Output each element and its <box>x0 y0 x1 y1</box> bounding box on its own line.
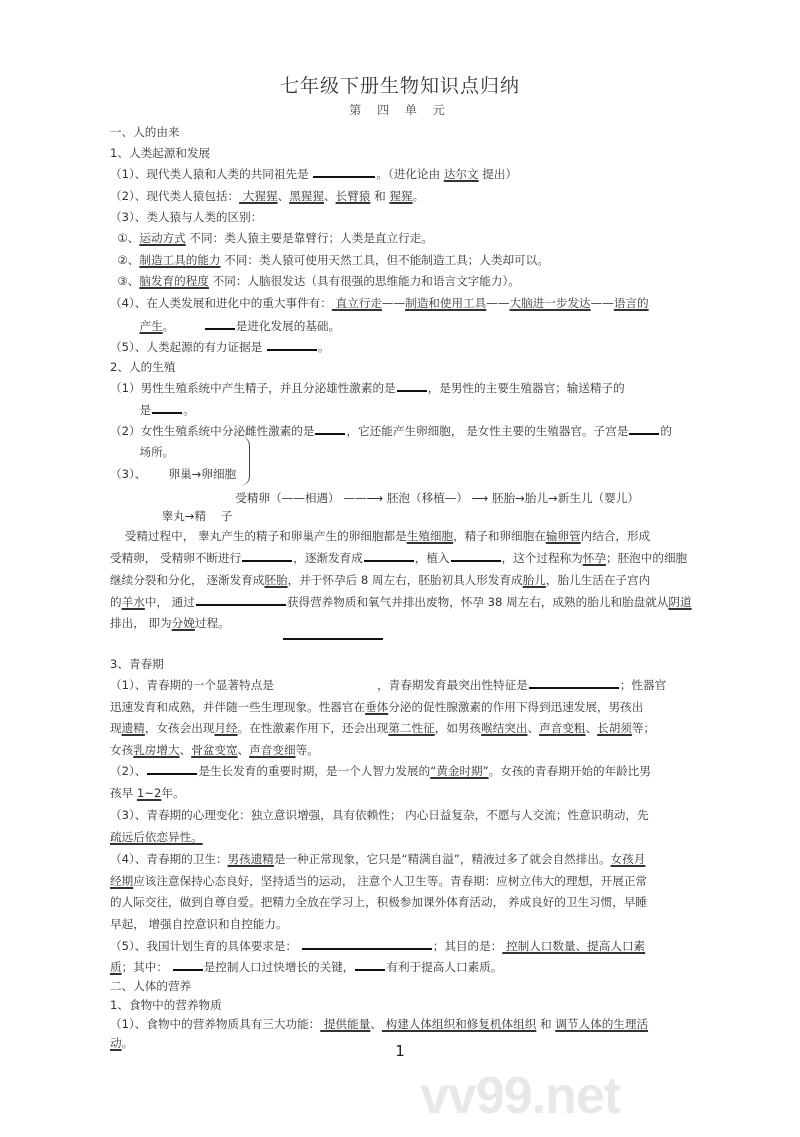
text: 有利于提高人口素质。 <box>386 960 503 974</box>
text-line <box>110 230 433 246</box>
underlined-answer: 运动方式 <box>139 231 186 245</box>
text-line <box>110 807 649 823</box>
text: 受精卵， 受精卵不断进行 <box>110 551 242 565</box>
text-line <box>110 615 230 631</box>
underlined-answer: 经期 <box>110 874 134 888</box>
text: ，它还能产生卵细胞， 是女性主要的生殖器官。子宫是 <box>346 424 629 438</box>
text: 3、青春期 <box>110 657 164 671</box>
text-line <box>110 656 164 672</box>
underlined-answer: 生殖细胞 <box>406 529 454 543</box>
text-line <box>110 997 222 1013</box>
text: 受精卵（——相遇） ——⟶ 胚泡（移植—） ⟶ 胚胎→胎儿→新生儿（婴儿） <box>110 491 639 505</box>
text-line <box>110 1016 648 1032</box>
text: 受精过程中， 睾丸产生的精子和卵巢产生的卵细胞都是 <box>110 529 407 543</box>
answer-blank <box>451 551 501 562</box>
text: （1）、食物中的营养物质具有三大功能： <box>110 1017 321 1031</box>
text: 、 <box>370 1017 382 1031</box>
text: 。（进化论由 <box>376 167 444 181</box>
text-line <box>110 894 647 910</box>
text: 1、人类起源和发展 <box>110 146 211 160</box>
text: 和 <box>370 189 390 203</box>
answer-blank <box>196 595 286 606</box>
text-line <box>110 466 236 482</box>
underlined-answer: 构建人体组织和修复机体组织 <box>381 1017 537 1031</box>
text: 场所。 <box>110 445 175 459</box>
text: 的 <box>110 595 122 609</box>
text-line <box>110 209 262 225</box>
underlined-answer: 大脑进一步发达 <box>509 296 591 310</box>
text: ，植入 <box>414 551 450 565</box>
text: 、 <box>585 721 598 735</box>
answer-blank <box>529 678 619 689</box>
text: 迅速发育和成熟，并伴随一些生理现象。性器官在 <box>110 700 366 714</box>
underlined-answer: 胚胎 <box>264 573 288 587</box>
text: 内结合，形成 <box>580 529 651 543</box>
text: 等； <box>631 721 656 735</box>
underlined-answer: 遗精 <box>121 721 145 735</box>
text: （3）、类人猿与人类的区别： <box>110 210 263 224</box>
underlined-answer: 垂体 <box>365 700 389 714</box>
text: （2）、 <box>110 764 147 778</box>
text: 、 <box>179 743 192 757</box>
text: （3）、青春期的心理变化：独立意识增强，具有依赖性； 内心日益复杂，不愿与人交流；性意识萌动，先 <box>110 808 649 822</box>
text-line <box>110 720 655 736</box>
text: 、 <box>527 721 540 735</box>
text: 是 <box>110 403 152 417</box>
underlined-answer: 制造工具的能力 <box>139 253 221 267</box>
underlined-answer: 输卵管 <box>545 529 581 543</box>
text-line <box>110 916 288 932</box>
text: 睾丸→精 子 <box>110 509 233 523</box>
text-line <box>110 359 175 375</box>
answer-blank <box>173 960 203 971</box>
text: ；胚泡中的细胞 <box>605 551 688 565</box>
text: —— <box>381 296 406 310</box>
text: （5）、我国计划生育的具体要求是： <box>110 939 301 953</box>
underlined-answer: 1~2 <box>136 786 162 800</box>
underlined-answer: 长胡须 <box>597 721 632 735</box>
text: 现 <box>110 721 122 735</box>
answer-blank <box>283 638 383 640</box>
text: 。 <box>162 319 204 333</box>
text: 继续分裂和分化， 逐渐发育成 <box>110 573 265 587</box>
brace-icon <box>235 436 250 486</box>
text: ，如男孩 <box>434 721 482 735</box>
text: 是控制人口过快增长的关键， <box>203 960 355 974</box>
answer-blank <box>315 424 345 435</box>
underlined-answer: 达尔文 <box>443 167 479 181</box>
text: 获得营养物质和氧气并排出废物，怀孕 38 周左右，成熟的胎儿和胎盘就从 <box>286 595 669 609</box>
text: ，逐渐发育成 <box>293 551 363 565</box>
text-line <box>110 124 180 140</box>
page-number: 1 <box>395 1042 405 1060</box>
text: —— <box>486 296 510 310</box>
text: 。在性激素作用下，还会出现 <box>237 721 389 735</box>
text-line <box>110 166 517 182</box>
text: 早起， 增强自控意识和自控能力。 <box>110 917 288 931</box>
underlined-answer: 动 <box>110 1036 122 1050</box>
text: 是一种正常现象，它只是“精满自溢”，精液过多了就会自然排出。 <box>273 852 611 866</box>
page-subtitle: 第 四 单 元 <box>349 103 451 117</box>
text: 不同：人脑很发达（具有很强的思维能力和语言文字能力）。 <box>208 274 520 288</box>
text: 应该注意保持心态良好，坚持适当的运动， 注意个人卫生等。青春期：应树立伟大的理想，开展正常 <box>133 874 648 888</box>
text: 、 <box>237 743 250 757</box>
answer-blank <box>397 381 427 392</box>
page-title: 七年级下册生物知识点归纳 <box>279 75 520 97</box>
underlined-answer: 长臂猿 <box>335 189 371 203</box>
text: ，胎儿生活在子宫内 <box>545 573 651 587</box>
underlined-answer: 乳房增大 <box>133 743 180 757</box>
underlined-answer: 脑发育的程度 <box>139 274 209 288</box>
text: 。女孩的青春期开始的年龄比男 <box>488 764 651 778</box>
answer-blank <box>313 167 375 178</box>
underlined-answer: 声音变细 <box>249 743 296 757</box>
underlined-answer: 控制人口数量、提高人口素 <box>502 939 646 953</box>
text-line <box>110 423 672 439</box>
text: 不同：类人猿主要是靠臂行；人类是直立行走。 <box>185 231 433 245</box>
underlined-answer: 喉结突出 <box>481 721 528 735</box>
text: 是进化发展的基础。 <box>235 319 341 333</box>
text: （1）、青春期的一个显著特点是 ，青春期发育最突出性特征是 <box>110 678 528 692</box>
underlined-answer: 羊水 <box>121 595 145 609</box>
text-line <box>110 188 424 204</box>
text: ，是男性的主要生殖器官；输送精子的 <box>427 381 625 395</box>
text-line <box>110 295 649 311</box>
text-line <box>110 490 639 506</box>
underlined-answer: 调节人体的生理活 <box>555 1017 649 1031</box>
text: 等。 <box>295 743 319 757</box>
text: ；其中： <box>121 960 172 974</box>
answer-blank <box>629 424 659 435</box>
underlined-answer: 分娩 <box>171 616 195 630</box>
text: 提出） <box>478 167 518 181</box>
answer-blank <box>205 319 235 330</box>
text-line <box>110 380 625 396</box>
text: 和 <box>536 1017 556 1031</box>
text-line <box>110 318 340 334</box>
text-line <box>110 550 687 566</box>
text-line <box>110 339 330 355</box>
text: ①、 <box>110 231 140 245</box>
underlined-answer: 制造和使用工具 <box>405 296 487 310</box>
text-line <box>110 444 174 460</box>
text: 。 <box>317 340 330 354</box>
answer-blank <box>152 403 182 414</box>
text: ，这个过程称为 <box>501 551 583 565</box>
answer-blank <box>267 340 317 351</box>
underlined-answer: 阴道 <box>668 595 692 609</box>
text-line <box>110 594 692 610</box>
underlined-answer: 月经 <box>214 721 238 735</box>
answer-blank <box>147 764 197 775</box>
text: （1）、现代类人猿和人类的共同祖先是 <box>110 167 313 181</box>
text-line <box>110 572 650 588</box>
text <box>110 319 139 333</box>
text-line <box>110 742 319 758</box>
text: ；性器官 <box>619 678 667 692</box>
answer-blank <box>364 551 414 562</box>
text: 、 <box>323 189 336 203</box>
text-line <box>110 508 232 524</box>
text-line <box>110 978 191 994</box>
text-line <box>110 785 185 801</box>
text: 中， 通过 <box>144 595 195 609</box>
text: 。 <box>412 189 425 203</box>
text: 1、食物中的营养物质 <box>110 998 222 1012</box>
text: （2）、现代类人猿包括： <box>110 189 240 203</box>
text: （4）、在人类发展和进化中的重大事件有： <box>110 296 332 310</box>
underlined-answer: 胎儿 <box>522 573 546 587</box>
text: 2、人的生殖 <box>110 360 176 374</box>
text-line <box>110 873 647 889</box>
underlined-answer: 质 <box>110 960 122 974</box>
underlined-answer: “黄金时期” <box>430 764 489 778</box>
text: 年。 <box>161 786 185 800</box>
text-line <box>110 677 666 693</box>
text: 一、人的由来 <box>110 125 180 139</box>
text-line <box>110 145 210 161</box>
text: 。 <box>183 403 195 417</box>
text: 过程。 <box>194 616 230 630</box>
text-line <box>110 763 651 779</box>
text-line <box>110 252 549 268</box>
text: ，女孩会出现 <box>144 721 215 735</box>
text: （4）、青春期的卫生： <box>110 852 228 866</box>
text: ，并于怀孕后 8 周左右，胚胎初具人形发育成 <box>287 573 523 587</box>
text: —— <box>590 296 614 310</box>
underlined-answer: 猩猩 <box>389 189 413 203</box>
text-line <box>110 402 195 418</box>
watermark: vv99.net <box>420 1067 621 1125</box>
answer-blank <box>302 939 432 950</box>
text: 、 <box>277 189 290 203</box>
text: 的 <box>660 424 673 438</box>
text: ②、 <box>110 253 140 267</box>
text-line <box>110 528 650 544</box>
underlined-answer: 男孩遗精 <box>227 852 274 866</box>
text: 不同：类人猿可使用天然工具，但不能制造工具；人类却可以。 <box>220 253 549 267</box>
underlined-answer: 提供能量 <box>320 1017 371 1031</box>
text: （3）、 卵巢→卵细胞 <box>110 467 237 481</box>
text-line <box>110 938 645 954</box>
text: （2）女性生殖系统中分泌雌性激素的是 <box>110 424 315 438</box>
text: 孩早 <box>110 786 137 800</box>
text: ；其目的是： <box>432 939 503 953</box>
underlined-answer: 怀孕 <box>582 551 606 565</box>
text-line <box>110 699 643 715</box>
text: 的人际交往，做到自尊自爱。把精力全放在学习上，积极参加课外体育活动， 养成良好的卫生习惯，早睡 <box>110 895 648 909</box>
answer-blank <box>242 551 292 562</box>
text: 。 <box>121 1036 134 1050</box>
text: 分泌的促性腺激素的作用下得到迅速发展，男孩出 <box>388 700 644 714</box>
underlined-answer: 产生 <box>139 319 163 333</box>
text: （1）男性生殖系统中产生精子，并且分泌雄性激素的是 <box>110 381 396 395</box>
text-line <box>110 273 520 289</box>
underlined-answer: 语言的 <box>613 296 649 310</box>
underlined-answer: 声音变粗 <box>539 721 586 735</box>
text-line <box>110 851 645 867</box>
underlined-answer: 大猩猩 <box>239 189 278 203</box>
text-line <box>110 829 203 845</box>
underlined-answer: 黑猩猩 <box>289 189 324 203</box>
text: 是生长发育的重要时期，是一个人智力发展的 <box>198 764 431 778</box>
text-line <box>110 959 502 975</box>
answer-blank <box>355 960 385 971</box>
underlined-answer: 第二性征 <box>388 721 435 735</box>
underlined-answer: 骨盆变宽 <box>191 743 238 757</box>
text: ，精子和卵细胞在 <box>453 529 546 543</box>
text: ③、 <box>110 274 140 288</box>
text: 女孩 <box>110 743 134 757</box>
underlined-answer: 女孩月 <box>610 852 646 866</box>
underlined-answer: 疏远后依恋异性。 <box>110 830 203 844</box>
text: 排出， 即为 <box>110 616 172 630</box>
underlined-answer: 直立行走 <box>331 296 382 310</box>
text: （5）、人类起源的有力证据是 <box>110 340 266 354</box>
text: 二、人体的营养 <box>110 979 192 993</box>
